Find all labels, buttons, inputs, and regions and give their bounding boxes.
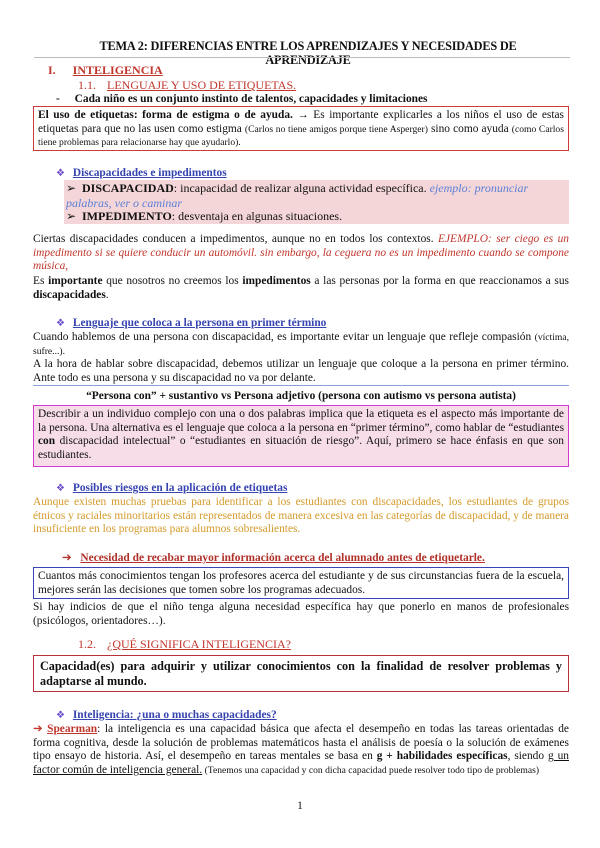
diamond-bullet-icon: ❖ (56, 318, 65, 329)
bold-run: g + habilidades específicas (376, 750, 508, 763)
bold-run: con (38, 435, 56, 448)
etiquetas-example-2: (como Carlos tiene problemas para relacionarse hay que ayudarlo). (38, 123, 564, 149)
text-run: discapacidad intelectual” o “estudiantes en situación de riesgo”. Aquí, primero se hace énfasis en que son estudiantes. (38, 435, 564, 461)
arrow-icon: ➔ (62, 552, 72, 564)
arrow-bullet-icon: ➢ (66, 181, 77, 195)
document-title: TEMA 2: DIFERENCIAS ENTRE LOS APRENDIZAJES Y NECESIDADES DE APRENDIZAJE (99, 39, 517, 67)
para-cuando-small: (víctima, sufre...). (33, 332, 569, 357)
subheading-persona-con: “Persona con” + sustantivo vs Persona adjetivo (persona con autismo vs persona autista) (86, 390, 516, 402)
impedimento-item (66, 210, 342, 224)
text-run: a las personas por la forma en que reaccionamos a sus (310, 275, 569, 287)
describir-box (33, 405, 569, 467)
text-run: : la inteligencia es una capacidad básica que afecta el desempeño en todas las tareas orientadas de forma cognitiva, desde la solución de problemas matemáticos hasta el análisis de poesía o la solución de exámenes tipo ensayo de historia. Así, el desempeño en tareas mentales se basa en (33, 723, 569, 763)
capacidad-box: Capacidad(es) para adquirir y utilizar conocimientos con la finalidad de resolver problemas y adaptarse al mundo. (33, 655, 569, 692)
subsection-heading-1-1 (78, 79, 296, 93)
bullet-text: Cada niño es un conjunto instinto de talentos, capacidades y limitaciones (74, 93, 428, 105)
para-cuando (33, 331, 569, 358)
arrow-icon: ➔ (33, 723, 43, 735)
section-number: I. (48, 63, 56, 77)
subsection-number: 1.1. (78, 78, 96, 92)
separator-line (33, 385, 569, 386)
para-cuando-text: Cuando hablemos de una persona con discapacidad, es importante evitar un lenguaje que refleje compasión (33, 331, 535, 343)
etiquetas-text: Es importante explicarles a los niños el uso de estas etiquetas para que no las usen como estigma (38, 109, 564, 135)
text-run: Es (33, 275, 49, 287)
para-indicios: Si hay indicios de que el niño tenga alguna necesidad específica hay que ponerlo en manos de profesionales (psicólogos, orientadores…). (33, 601, 569, 627)
necesidad-label: Necesidad de recabar mayor información acerca del alumnado antes de etiquetarle. (80, 552, 485, 564)
section-label: INTELIGENCIA (72, 63, 163, 77)
text-run: , siendo (507, 750, 548, 763)
bullet-conjunto (56, 93, 428, 107)
underlined-run: g un factor común de inteligencia general. (33, 750, 569, 776)
para-importante (33, 275, 569, 302)
discapacidad-example: ejemplo: pronunciar palabras, ver o caminar (66, 181, 529, 210)
para-ciertas-text: Ciertas discapacidades conducen a impedimentos, aunque no en todos los contextos. (33, 233, 438, 245)
para-hora: A la hora de hablar sobre discapacidad, debemos utilizar un lenguaje que coloque a la persona en primer término. Ante todo es una persona y su discapacidad no va por delante. (33, 358, 569, 384)
para-ciertas-example: EJEMPLO: ser ciego es un impedimento si se quiere conducir un automóvil. sin embargo, la ceguera no es un impedimento cuando se compone música, (33, 233, 569, 273)
title-divider (34, 57, 570, 58)
heading-discapacidades (56, 167, 227, 181)
bold-run: discapacidades (33, 288, 106, 301)
subsection-label: LENGUAJE Y USO DE ETIQUETAS. (107, 78, 297, 92)
discapacidad-term: DISCAPACIDAD (82, 181, 174, 195)
heading-riesgos (56, 482, 287, 496)
heading-inteligencia-capacidades (56, 709, 277, 723)
etiquetas-text-2: sino como ayuda (427, 122, 512, 135)
etiquetas-example-1: (Carlos no tiene amigos porque tiene Asperger) (244, 123, 428, 135)
diamond-bullet-icon: ❖ (56, 483, 65, 494)
necesidad-heading (62, 552, 485, 566)
diamond-bullet-icon: ❖ (56, 168, 65, 179)
subsection-label: ¿QUÉ SIGNIFICA INTELIGENCIA? (107, 637, 291, 651)
subsection-number: 1.2. (78, 637, 96, 651)
text-run: Describir a un individuo complejo con una o dos palabras implica que la etiqueta es el aspecto más importante de la persona. Una alternativa es el lenguaje que coloca a la persona en “primer término”, como hablar de “estudiantes (38, 408, 564, 434)
arrow-bullet-icon: ➢ (66, 209, 77, 223)
heading-label: Discapacidades e impedimentos (72, 167, 227, 179)
text-run: que nosotros no creemos los (102, 275, 243, 287)
etiquetas-bold: El uso de etiquetas: forma de estigma o de ayuda. (38, 109, 293, 121)
text-run: . (105, 288, 109, 301)
impedimento-term: IMPEDIMENTO (82, 209, 172, 223)
discapacidad-def: : incapacidad de realizar alguna actividad específica. (173, 181, 430, 195)
spearman-name: Spearman (47, 723, 98, 735)
heading-label: Inteligencia: ¿una o muchas capacidades? (72, 709, 277, 721)
heading-lenguaje (56, 317, 326, 331)
cuantos-box: Cuantos más conocimientos tengan los profesores acerca del estudiante y de sus circunstancias fuera de la escuela, mejores serán las decisiones que tomen sobre los programas adecuados. (33, 567, 569, 599)
heading-label: Posibles riesgos en la aplicación de etiquetas (72, 482, 288, 494)
para-aunque: Aunque existen muchas pruebas para identificar a los estudiantes con discapacidades, los estudiantes de grupos étnicos y raciales minoritarios están representados de manera excesiva en las categorías de discapacidad, y de manera insuficiente en los programas para alumnos sobresalientes. (33, 496, 569, 536)
page-number: 1 (297, 800, 303, 812)
bullet-dash: - (56, 93, 60, 105)
bold-run: impedimentos (242, 275, 311, 287)
para-ciertas (33, 233, 569, 274)
bold-run: importante (48, 275, 103, 287)
diamond-bullet-icon: ❖ (56, 710, 65, 721)
impedimento-def: : desventaja en algunas situaciones. (171, 209, 343, 223)
arrow-icon: → (297, 109, 309, 121)
para-spearman (33, 723, 569, 777)
small-note: (Tenemos una capacidad y con dicha capacidad puede resolver todo tipo de problemas) (202, 764, 540, 776)
subsection-heading-1-2 (78, 638, 291, 652)
discapacidad-item (66, 181, 564, 210)
section-heading-inteligencia (48, 64, 163, 78)
etiquetas-box (33, 106, 569, 151)
heading-label: Lenguaje que coloca a la persona en primer término (72, 317, 327, 329)
